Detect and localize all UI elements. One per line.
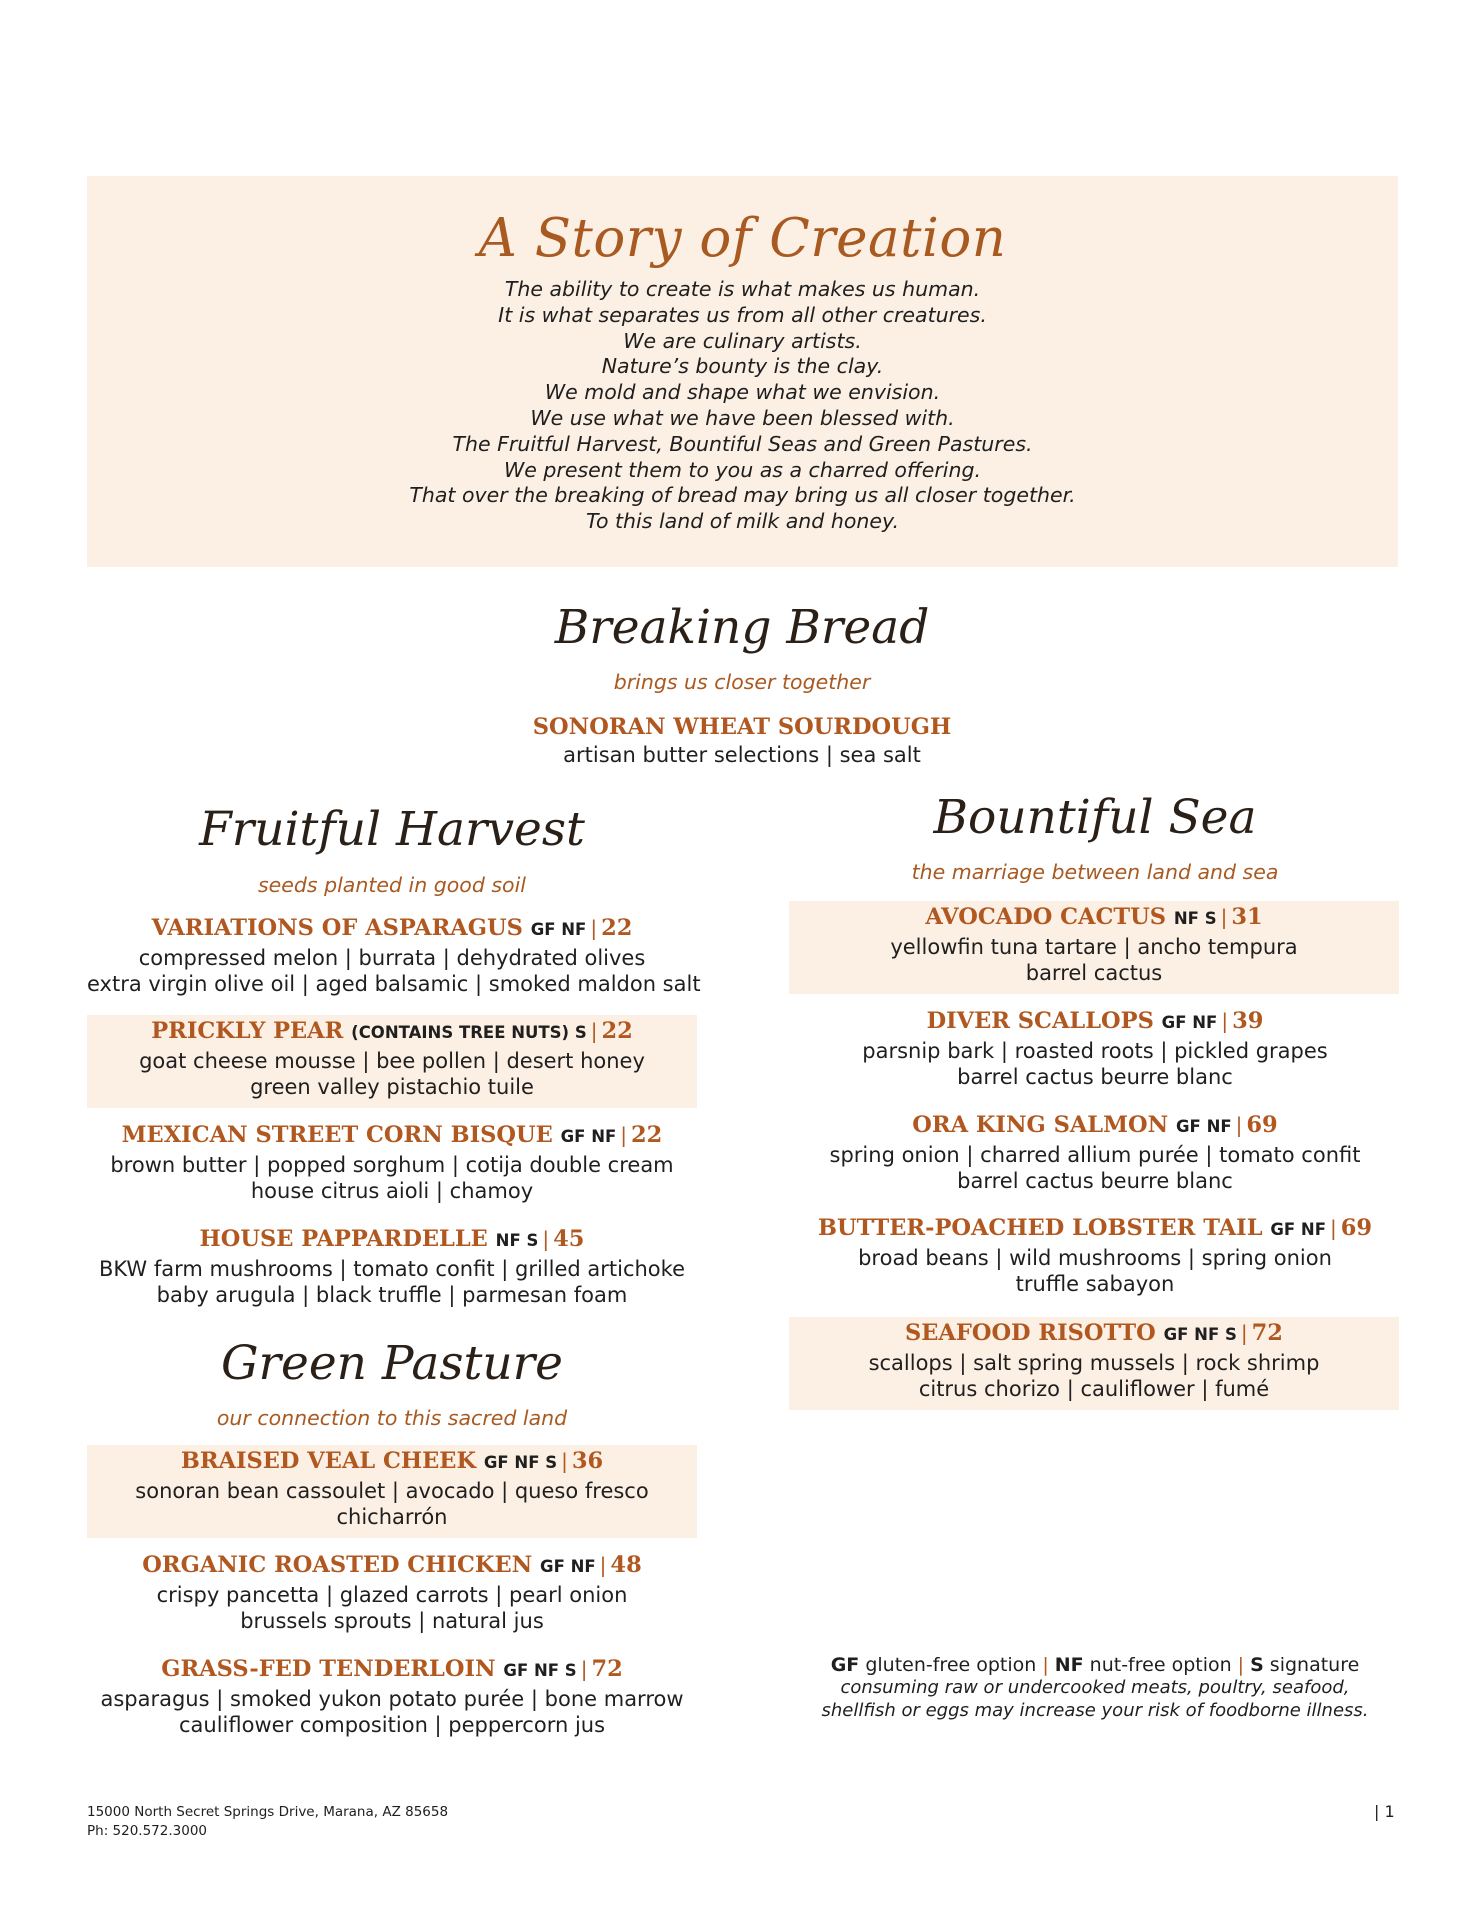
- item-description: spring onion | charred allium purée | tomato confit: [829, 1143, 1361, 1167]
- story-line: We present them to you as a charred offering.: [504, 457, 981, 482]
- fruitful-harvest-subtitle: seeds planted in good soil: [257, 873, 526, 897]
- menu-item-lobster-tail: BUTTER-POACHED LOBSTER TAIL GF NF | 69 broad beans | wild mushrooms | spring onion truffle sabayon: [790, 1213, 1400, 1297]
- item-name: ORGANIC ROASTED CHICKEN: [142, 1552, 533, 1578]
- story-line: The Fruitful Harvest, Bountiful Seas and Green Pastures.: [452, 431, 1033, 456]
- item-description: crispy pancetta | glazed carrots | pearl onion: [156, 1583, 628, 1607]
- story-line: We mold and shape what we envision.: [544, 380, 941, 405]
- bountiful-sea-title: Bountiful Sea: [933, 790, 1257, 845]
- item-tags: GF NF: [540, 1557, 596, 1576]
- item-name: BUTTER-POACHED LOBSTER TAIL: [817, 1215, 1263, 1241]
- legend-separator: |: [1237, 1654, 1245, 1676]
- menu-item-asparagus: VARIATIONS OF ASPARAGUS GF NF | 22 compressed melon | burrata | dehydrated olives extra virgin olive oil | aged balsamic | smoked maldon salt: [87, 915, 701, 996]
- item-tags: GF NF S: [1163, 1325, 1237, 1344]
- item-tags: (CONTAINS TREE NUTS) S: [351, 1023, 587, 1042]
- item-price: 39: [1232, 1008, 1264, 1034]
- item-description: sonoran bean cassoulet | avocado | queso fresco: [135, 1479, 649, 1503]
- item-name: SONORAN WHEAT SOURDOUGH: [532, 714, 952, 740]
- item-description: barrel cactus: [1025, 961, 1163, 985]
- footer-address: 15000 North Secret Springs Drive, Marana, AZ 85658: [87, 1804, 449, 1820]
- item-tags: GF NF: [1270, 1220, 1326, 1239]
- menu-item-sourdough: [442, 712, 1042, 768]
- item-tags: GF NF: [1176, 1117, 1232, 1136]
- item-description: asparagus | smoked yukon potato purée | bone marrow: [100, 1687, 684, 1711]
- item-tags: GF NF: [1161, 1013, 1218, 1032]
- item-description: baby arugula | black truffle | parmesan foam: [156, 1283, 628, 1307]
- item-price: 22: [631, 1122, 663, 1148]
- item-tags: GF NF: [560, 1127, 617, 1146]
- item-price: 48: [610, 1552, 642, 1578]
- breaking-bread-title: Breaking Bread: [554, 600, 930, 655]
- item-description: green valley pistachio tuile: [250, 1075, 534, 1099]
- legend-gf: GF: [830, 1654, 860, 1676]
- green-pasture-subtitle: our connection to this sacred land: [216, 1406, 568, 1430]
- item-name: DIVER SCALLOPS: [926, 1008, 1154, 1034]
- breaking-bread-subtitle: brings us closer together: [613, 670, 871, 694]
- food-safety-warning: consuming raw or undercooked meats, poultry, seafood,: [840, 1677, 1350, 1698]
- item-description: extra virgin olive oil | aged balsamic | smoked maldon salt: [87, 972, 701, 996]
- item-description: scallops | salt spring mussels | rock shrimp: [868, 1351, 1320, 1375]
- menu-item-avocado-cactus: AVOCADO CACTUS NF S | 31 yellowfin tuna tartare | ancho tempura barrel cactus: [789, 901, 1399, 994]
- item-description: brussels sprouts | natural jus: [240, 1609, 544, 1633]
- item-price: 45: [553, 1226, 585, 1252]
- story-line: To this land of milk and honey.: [585, 509, 900, 534]
- legend-nf-text: nut-free option: [1089, 1654, 1232, 1676]
- item-description: citrus chorizo | cauliflower | fumé: [918, 1377, 1270, 1401]
- item-description: barrel cactus beurre blanc: [957, 1169, 1233, 1193]
- legend-s: S: [1250, 1654, 1264, 1676]
- footer-phone: Ph: 520.572.3000: [87, 1823, 208, 1839]
- item-description: goat cheese mousse | bee pollen | desert honey: [139, 1049, 645, 1073]
- item-tags: GF NF: [530, 920, 587, 939]
- menu-item-seafood-risotto: SEAFOOD RISOTTO GF NF S | 72 scallops | salt spring mussels | rock shrimp citrus chorizo | cauliflower | fumé: [789, 1317, 1399, 1410]
- item-name: BRAISED VEAL CHEEK: [180, 1448, 476, 1474]
- food-safety-warning: shellfish or eggs may increase your risk of foodborne illness.: [821, 1700, 1369, 1721]
- story-lines: [87, 277, 1398, 535]
- item-price: 69: [1246, 1112, 1278, 1138]
- item-description: cauliflower composition | peppercorn jus: [178, 1713, 606, 1737]
- item-description: parsnip bark | roasted roots | pickled grapes: [862, 1039, 1328, 1063]
- fruitful-harvest-title: Fruitful Harvest: [199, 802, 585, 857]
- menu-item-ora-king-salmon: ORA KING SALMON GF NF | 69 spring onion | charred allium purée | tomato confit barrel cactus beurre blanc: [790, 1110, 1400, 1194]
- story-line: Nature’s bounty is the clay.: [601, 354, 884, 379]
- menu-item-veal-cheek: BRAISED VEAL CHEEK GF NF S | 36 sonoran bean cassoulet | avocado | queso fresco chicharrón: [87, 1445, 697, 1538]
- item-description: artisan butter selections | sea salt: [563, 743, 921, 767]
- legend-s-text: signature: [1269, 1654, 1360, 1676]
- item-price: 36: [571, 1448, 604, 1474]
- item-tags: NF S: [1173, 909, 1217, 928]
- item-tags: GF NF S: [483, 1453, 558, 1472]
- item-name: VARIATIONS OF ASPARAGUS: [151, 915, 523, 941]
- page-number: | 1: [1374, 1802, 1395, 1821]
- item-name: PRICKLY PEAR: [151, 1018, 344, 1044]
- item-tags: NF S: [495, 1231, 539, 1250]
- menu-item-diver-scallops: DIVER SCALLOPS GF NF | 39 parsnip bark | roasted roots | pickled grapes barrel cactus beurre blanc: [790, 1006, 1400, 1090]
- item-description: compressed melon | burrata | dehydrated olives: [138, 946, 646, 970]
- item-name: MEXICAN STREET CORN BISQUE: [121, 1122, 553, 1148]
- item-name: SEAFOOD RISOTTO: [905, 1320, 1156, 1346]
- item-price: 31: [1231, 904, 1263, 930]
- menu-item-prickly-pear: PRICKLY PEAR (CONTAINS TREE NUTS) S | 22 goat cheese mousse | bee pollen | desert honey green valley pistachio tuile: [87, 1015, 697, 1108]
- item-name: GRASS-FED TENDERLOIN: [161, 1656, 496, 1682]
- menu-item-pappardelle: HOUSE PAPPARDELLE NF S | 45 BKW farm mushrooms | tomato confit | grilled artichoke baby arugula | black truffle | parmesan foam: [87, 1224, 697, 1308]
- item-price: 22: [601, 915, 633, 941]
- item-description: truffle sabayon: [1015, 1272, 1175, 1296]
- menu-item-roasted-chicken: ORGANIC ROASTED CHICKEN GF NF | 48 crispy pancetta | glazed carrots | pearl onion brussels sprouts | natural jus: [87, 1550, 697, 1634]
- legend-line: [790, 1654, 1400, 1676]
- legend-separator: |: [1042, 1654, 1049, 1676]
- dietary-legend: [790, 1654, 1400, 1722]
- menu-item-corn-bisque: MEXICAN STREET CORN BISQUE GF NF | 22 brown butter | popped sorghum | cotija double cream house citrus aioli | chamoy: [87, 1120, 697, 1204]
- item-tags: GF NF S: [503, 1661, 577, 1680]
- story-line: The ability to create is what makes us human.: [504, 277, 981, 301]
- item-price: 72: [1251, 1320, 1283, 1346]
- menu-item-tenderloin: GRASS-FED TENDERLOIN GF NF S | 72 asparagus | smoked yukon potato purée | bone marrow cauliflower composition | peppercorn jus: [87, 1654, 697, 1738]
- bountiful-sea-subtitle: the marriage between land and sea: [911, 860, 1279, 884]
- story-line: We are culinary artists.: [623, 328, 862, 353]
- item-price: 72: [591, 1656, 623, 1682]
- footer-address-block: [87, 1803, 448, 1841]
- item-price: 22: [601, 1018, 633, 1044]
- item-description: brown butter | popped sorghum | cotija double cream: [110, 1153, 674, 1177]
- item-name: ORA KING SALMON: [912, 1112, 1169, 1138]
- story-line: It is what separates us from all other creatures.: [498, 302, 987, 327]
- story-title: A Story of Creation: [478, 208, 1007, 269]
- item-description: house citrus aioli | chamoy: [250, 1179, 534, 1203]
- green-pasture-title: Green Pasture: [221, 1336, 563, 1391]
- item-description: barrel cactus beurre blanc: [957, 1065, 1233, 1089]
- story-line: We use what we have been blessed with.: [530, 405, 955, 430]
- item-description: yellowfin tuna tartare | ancho tempura: [890, 935, 1298, 959]
- item-name: HOUSE PAPPARDELLE: [199, 1226, 488, 1252]
- item-name: AVOCADO CACTUS: [925, 904, 1167, 930]
- item-description: chicharrón: [336, 1505, 448, 1529]
- story-line: That over the breaking of bread may bring us all closer together.: [409, 483, 1076, 508]
- legend-gf-text: gluten-free option: [865, 1654, 1037, 1676]
- legend-nf: NF: [1054, 1654, 1084, 1676]
- item-description: BKW farm mushrooms | tomato confit | grilled artichoke: [99, 1257, 685, 1281]
- item-description: broad beans | wild mushrooms | spring onion: [858, 1246, 1332, 1270]
- story-panel: [87, 176, 1398, 567]
- item-price: 69: [1340, 1215, 1373, 1241]
